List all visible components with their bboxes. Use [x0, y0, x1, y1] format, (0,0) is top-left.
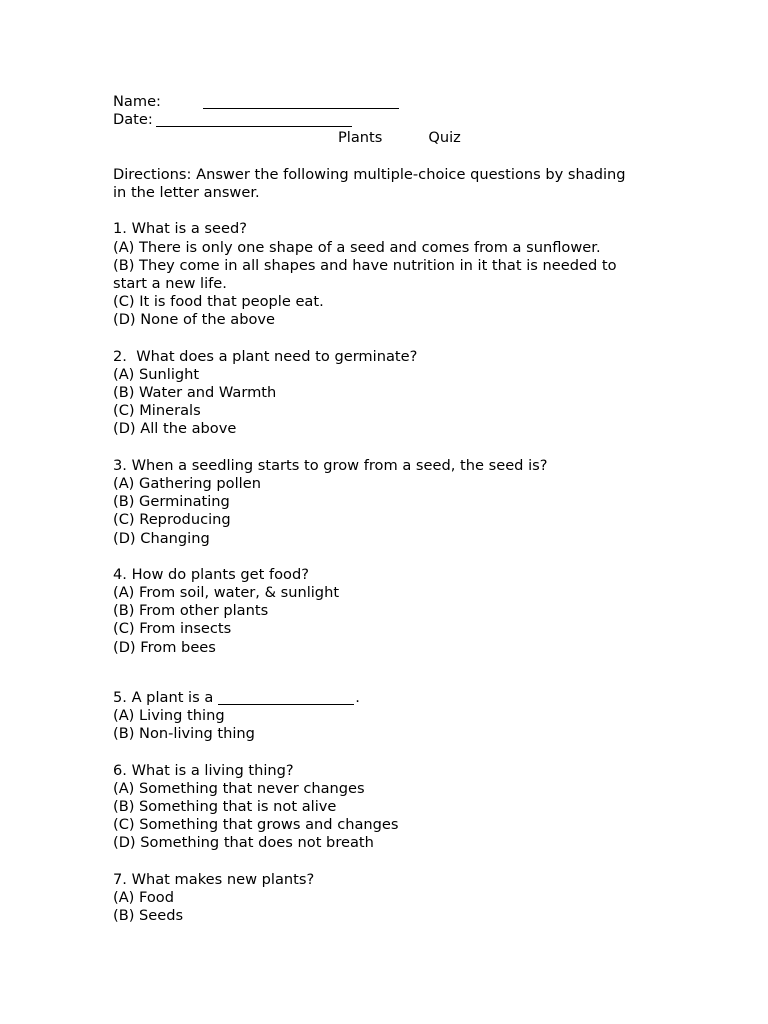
- title-word-plants: Plants: [338, 129, 383, 147]
- title-word-quiz: Quiz: [428, 129, 461, 147]
- answer-option: (D) None of the above: [113, 311, 276, 329]
- name-blank: [203, 96, 399, 109]
- question-prompt: [113, 689, 673, 707]
- answer-option: (C) Something that grows and changes: [113, 816, 399, 834]
- answer-option: (A) Something that never changes: [113, 779, 365, 797]
- answer-option: (A) Food: [113, 888, 175, 906]
- answer-option: (B) Germinating: [113, 493, 230, 511]
- question-5: [113, 689, 673, 744]
- question-prompt: 1. What is a seed?: [113, 220, 247, 238]
- question-6: [113, 762, 673, 853]
- answer-option: (D) All the above: [113, 420, 237, 438]
- answer-option: (B) Water and Warmth: [113, 384, 277, 401]
- directions-line-1: Directions: Answer the following multiple-choice questions by shading: [113, 165, 626, 183]
- answer-option: (B) Seeds: [113, 907, 184, 925]
- date-row: [113, 111, 673, 129]
- answer-option: (A) From soil, water, & sunlight: [113, 584, 340, 602]
- question-3: [113, 457, 673, 548]
- answer-option: (D) Something that does not breath: [113, 834, 374, 852]
- answer-option: (B) From other plants: [113, 602, 269, 620]
- quiz-page: [113, 93, 673, 925]
- answer-option: (C) It is food that people eat.: [113, 293, 324, 311]
- question-4: [113, 566, 673, 657]
- date-blank: [156, 114, 352, 127]
- fill-in-blank: [218, 692, 354, 705]
- answer-option: (D) From bees: [113, 638, 216, 656]
- page-title: [113, 129, 673, 147]
- answer-option: (C) Reproducing: [113, 511, 231, 529]
- question-prompt: 2. What does a plant need to germinate?: [113, 347, 418, 365]
- question-prompt: 4. How do plants get food?: [113, 565, 309, 583]
- name-label: Name:: [113, 93, 161, 110]
- answer-option: (C) From insects: [113, 620, 232, 638]
- question-prompt: 6. What is a living thing?: [113, 761, 294, 779]
- question-7: [113, 871, 673, 926]
- answer-option: (A) Gathering pollen: [113, 474, 261, 492]
- question-prompt-end: .: [355, 688, 360, 706]
- answer-option: (B) Something that is not alive: [113, 797, 337, 815]
- answer-option-continued: start a new life.: [113, 274, 227, 292]
- question-prompt-start: 5. A plant is a: [113, 688, 214, 706]
- question-2: [113, 348, 673, 439]
- answer-option: (B) They come in all shapes and have nutrition in it that is needed to: [113, 256, 617, 274]
- date-label: Date:: [113, 111, 153, 129]
- directions-line-2: in the letter answer.: [113, 183, 260, 201]
- answer-option: (B) Non-living thing: [113, 725, 255, 743]
- answer-option: (A) Sunlight: [113, 365, 200, 383]
- question-prompt: 3. When a seedling starts to grow from a seed, the seed is?: [113, 456, 548, 474]
- answer-option: (A) Living thing: [113, 707, 225, 724]
- answer-option: (D) Changing: [113, 529, 210, 547]
- name-row: [113, 93, 673, 111]
- question-1: [113, 220, 673, 329]
- answer-option: (A) There is only one shape of a seed and comes from a sunflower.: [113, 238, 601, 256]
- question-prompt: 7. What makes new plants?: [113, 870, 315, 888]
- answer-option: (C) Minerals: [113, 402, 201, 420]
